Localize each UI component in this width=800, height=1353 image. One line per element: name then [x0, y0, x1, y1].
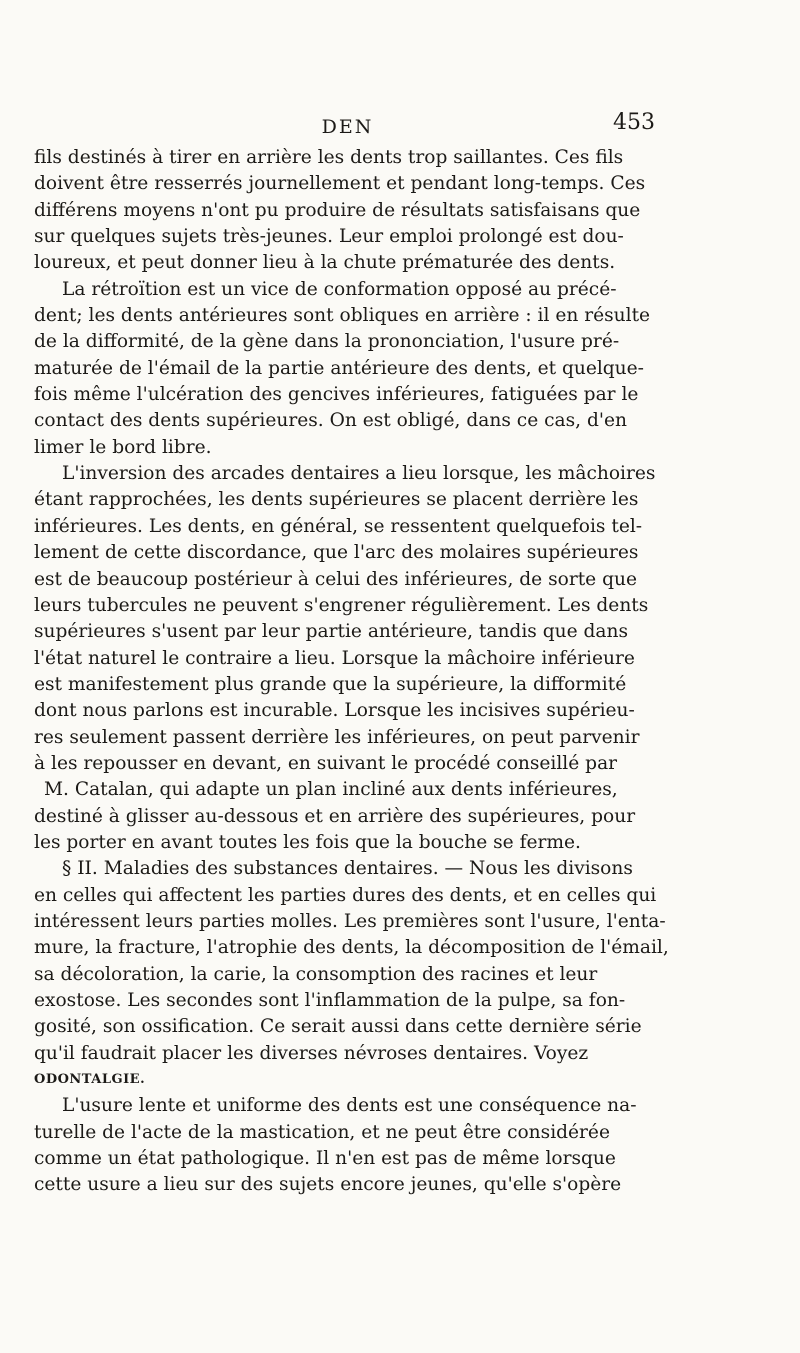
- text-line: en celles qui affectent les parties dures des dents, et en celles qui: [34, 884, 657, 906]
- text-line: intéressent leurs parties molles. Les premières sont l'usure, l'enta-: [34, 910, 666, 932]
- text-line: inférieures. Les dents, en général, se ressentent quelquefois tel-: [34, 515, 643, 537]
- running-head: DEN: [321, 116, 374, 138]
- text-line: dont nous parlons est incurable. Lorsque les incisives supérieu-: [34, 700, 635, 722]
- text-line: exostose. Les secondes sont l'inflammation de la pulpe, sa fon-: [34, 990, 626, 1011]
- text-line: limer le bord libre.: [34, 436, 212, 458]
- text-line: comme un état pathologique. Il n'en est pas de même lorsque: [34, 1148, 616, 1170]
- text-line: dent; les dents antérieures sont obliques en arrière : il en résulte: [34, 305, 651, 327]
- text-line: turelle de l'acte de la mastication, et ne peut être considérée: [34, 1121, 610, 1143]
- text-line: de la difformité, de la gène dans la prononciation, l'usure pré-: [34, 331, 620, 353]
- text-line: ODONTALGIE.: [34, 1072, 146, 1088]
- text-line: l'état naturel le contraire a lieu. Lorsque la mâchoire inférieure: [34, 647, 635, 669]
- text-line: doivent être resserrés journellement et pendant long-temps. Ces: [34, 173, 646, 195]
- page-header: [40, 110, 655, 144]
- text-line: § II. Maladies des substances dentaires. — Nous les divisons: [62, 858, 633, 880]
- text-line: gosité, son ossification. Ce serait aussi dans cette dernière série: [34, 1016, 642, 1038]
- text-line: M. Catalan, qui adapte un plan incliné aux dents inférieures,: [44, 779, 618, 801]
- text-line: cette usure a lieu sur des sujets encore jeunes, qu'elle s'opère: [34, 1174, 622, 1196]
- text-line: qu'il faudrait placer les diverses névroses dentaires. Voyez: [34, 1042, 589, 1064]
- text-line: différens moyens n'ont pu produire de résultats satisfaisans que: [34, 199, 641, 221]
- page-number: 453: [613, 110, 655, 135]
- text-line: est de beaucoup postérieur à celui des inférieures, de sorte que: [34, 568, 637, 590]
- text-line: La rétroïtion est un vice de conformation opposé au précé-: [62, 278, 617, 300]
- text-line: fils destinés à tirer en arrière les dents trop saillantes. Ces fils: [34, 147, 624, 168]
- text-line: sur quelques sujets très-jeunes. Leur emploi prolongé est dou-: [34, 226, 624, 248]
- text-line: res seulement passent derrière les inférieures, on peut parvenir: [34, 726, 640, 748]
- text-line: L'inversion des arcades dentaires a lieu lorsque, les mâchoires: [62, 463, 656, 485]
- text-line: mure, la fracture, l'atrophie des dents, la décomposition de l'émail,: [34, 937, 669, 959]
- text-line: fois même l'ulcération des gencives inférieures, fatiguées par le: [34, 384, 639, 406]
- text-line: est manifestement plus grande que la supérieure, la difformité: [34, 673, 627, 695]
- text-line: les porter en avant toutes les fois que la bouche se ferme.: [34, 831, 581, 853]
- text-line: lement de cette discordance, que l'arc des molaires supérieures: [34, 542, 639, 564]
- text-line: L'usure lente et uniforme des dents est une conséquence na-: [62, 1095, 637, 1117]
- text-line: à les repousser en devant, en suivant le procédé conseillé par: [34, 752, 618, 774]
- text-line: loureux, et peut donner lieu à la chute prématurée des dents.: [34, 252, 616, 274]
- text-line: supérieures s'usent par leur partie antérieure, tandis que dans: [34, 621, 629, 643]
- text-line: contact des dents supérieures. On est obligé, dans ce cas, d'en: [34, 410, 627, 432]
- text-line: leurs tubercules ne peuvent s'engrener régulièrement. Les dents: [34, 594, 649, 616]
- text-body: [34, 145, 669, 1199]
- text-line: maturée de l'émail de la partie antérieure des dents, et quelque-: [34, 357, 644, 379]
- text-line: étant rapprochées, les dents supérieures se placent derrière les: [34, 489, 639, 511]
- text-line: destiné à glisser au-dessous et en arrière des supérieures, pour: [34, 805, 636, 827]
- text-line: sa décoloration, la carie, la consomption des racines et leur: [34, 963, 598, 985]
